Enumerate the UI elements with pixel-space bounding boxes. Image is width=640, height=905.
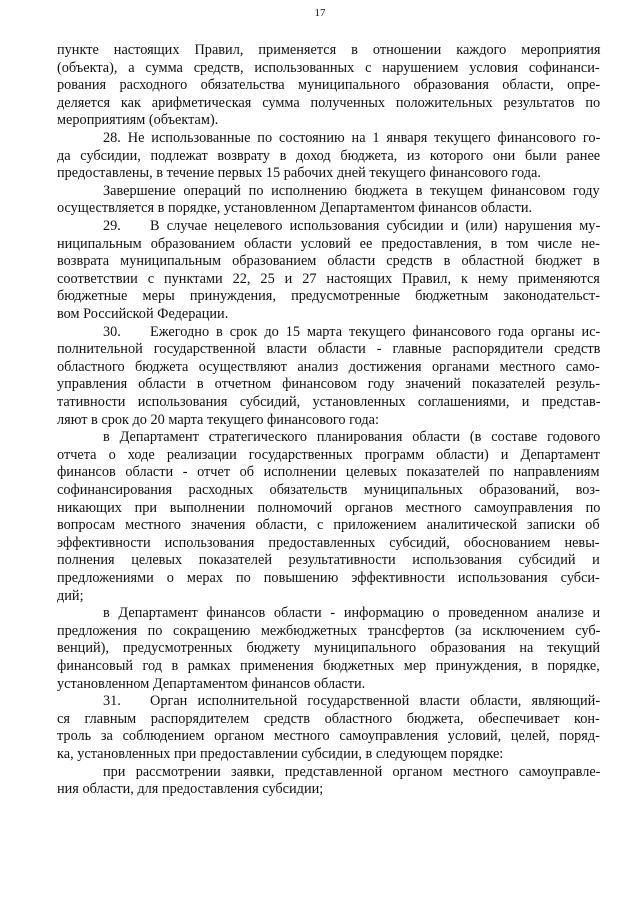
line-text: пункте настоящих Правил, применяется в отношении каждого мероприятия: [57, 42, 601, 58]
text-line: [0, 148, 640, 164]
text-line: [0, 676, 640, 692]
text-line: [0, 623, 640, 639]
line-text: соответствии с пунктами 22, 25 и 27 настоящих Правил, к нему применяются: [57, 270, 600, 287]
line-text: софинансирования расходных обязательств муниципальных образований, воз-: [57, 482, 600, 498]
line-text: управления области в отчетном финансовом году значений показателей резуль-: [57, 376, 600, 393]
text-line: [0, 200, 640, 216]
line-text: финансовый год в рамках применения бюджетных мер принуждения, в порядке,: [57, 658, 600, 674]
text-line: [0, 60, 640, 76]
clause-text: Орган исполнительной государственной власти области, являющий-: [150, 693, 601, 710]
line-text: в Департамент стратегического планирования области (в составе годового: [103, 429, 601, 446]
line-text: (объекта), а сумма средств, использованных с нарушением условия софинанси-: [57, 59, 600, 76]
text-line: [0, 482, 640, 498]
line-text: полнения целевых показателей результативности использования субсидий и: [57, 552, 600, 569]
line-text: в Департамент финансов области - информацию о проведенном анализе и: [103, 605, 601, 622]
text-line: [0, 605, 640, 621]
line-text: областного бюджета осуществляют анализ достижения органами местного само-: [57, 358, 600, 375]
text-line: [0, 130, 640, 146]
text-line: [0, 429, 640, 445]
text-line: [0, 447, 640, 463]
text-line: [0, 183, 640, 199]
line-text: никающих при выполнении полномочий органов местного самоуправления по: [57, 499, 601, 516]
line-text: осуществляется в порядке, установленном Департаментом финансов области.: [57, 200, 533, 217]
clause-number: 30.: [103, 323, 121, 340]
line-text: да субсидии, подлежат возврату в доход бюджета, из которого они были ранее: [57, 147, 601, 164]
line-text: тативности использования субсидий, установленных соглашениями, и представ-: [57, 394, 601, 410]
line-text: эффективности использования предоставленных субсидий, обоснованием невы-: [57, 534, 600, 551]
text-line: [0, 658, 640, 674]
text-line: [0, 288, 640, 304]
clause-text: В случае нецелевого использования субсидии и (или) нарушения му-: [150, 218, 601, 234]
line-text: при рассмотрении заявки, представленной органом местного самоуправле-: [103, 763, 601, 780]
line-text: ка, установленных при предоставлении субсидии, в следующем порядке:: [57, 746, 504, 762]
text-line: [0, 464, 640, 480]
text-line: [0, 42, 640, 58]
text-line: [0, 728, 640, 744]
text-line: [0, 394, 640, 410]
text-line: [0, 746, 640, 762]
line-text: 28. Не использованные по состоянию на 1 января текущего финансового го-: [103, 130, 601, 146]
line-text: возврата муниципальным образованием области средств в областной бюджет в: [57, 253, 600, 270]
text-line: [0, 764, 640, 780]
line-text: предложения по сокращению межбюджетных трансфертов (за исключением суб-: [57, 622, 601, 639]
text-line: [0, 341, 640, 357]
line-text: рования расходного обязательства муниципального образования области, опре-: [57, 77, 601, 94]
line-text: ниципальным образованием области условий ее предоставления, в том числе не-: [57, 235, 600, 252]
line-text: мероприятиям (объектам).: [57, 112, 219, 129]
line-text: установленном Департаментом финансов области.: [57, 675, 366, 692]
line-text: предложениями о мерах по повышению эффективности использования субси-: [57, 570, 600, 586]
line-text: вопросам местного значения области, с приложением аналитической записки об: [57, 517, 600, 534]
text-line: [0, 324, 640, 340]
text-line: [0, 693, 640, 709]
text-line: [0, 711, 640, 727]
clause-number: 31.: [103, 693, 121, 710]
line-text: финансов области - отчет об исполнении целевых показателей по направлениям: [57, 464, 600, 481]
clause-number: 29.: [103, 218, 121, 234]
line-text: венций), предусмотренных бюджету муниципального образования на текущий: [57, 640, 601, 657]
text-line: [0, 253, 640, 269]
line-text: отчета о ходе реализации государственных программ области) и Департамент: [57, 446, 600, 463]
text-line: [0, 112, 640, 128]
line-text: ния области, для предоставления субсидии;: [57, 781, 324, 798]
line-text: вом Российской Федерации.: [57, 306, 229, 322]
line-text: ся главным распорядителем средств областного бюджета, обеспечивает кон-: [57, 710, 600, 727]
text-line: [0, 376, 640, 392]
text-line: [0, 570, 640, 586]
text-line: [0, 218, 640, 234]
text-line: [0, 517, 640, 533]
line-text: дий;: [57, 587, 84, 604]
text-line: [0, 552, 640, 568]
line-text: предоставлены, в течение первых 15 рабочих дней текущего финансового года.: [57, 165, 541, 182]
text-line: [0, 306, 640, 322]
text-line: [0, 500, 640, 516]
text-line: [0, 781, 640, 797]
clause-text: Ежегодно в срок до 15 марта текущего финансового года органы ис-: [150, 323, 601, 340]
text-line: [0, 271, 640, 287]
text-line: [0, 640, 640, 656]
text-line: [0, 236, 640, 252]
line-text: деляется как арифметическая сумма полученных положительных результатов по: [57, 94, 601, 111]
text-line: [0, 359, 640, 375]
text-line: [0, 535, 640, 551]
line-text: ляют в срок до 20 марта текущего финансового года:: [57, 411, 379, 428]
line-text: Завершение операций по исполнению бюджета в текущем финансовом году: [103, 182, 600, 199]
text-line: [0, 588, 640, 604]
text-line: [0, 77, 640, 93]
text-line: [0, 165, 640, 181]
page-number: 17: [314, 7, 326, 19]
text-line: [0, 95, 640, 111]
line-text: троль за соблюдением органом местного самоуправления условий, целей, поряд-: [57, 728, 600, 745]
text-line: [0, 412, 640, 428]
line-text: полнительной государственной власти области - главные распорядители средств: [57, 341, 601, 358]
line-text: бюджетные меры принуждения, предусмотренные бюджетным законодательст-: [57, 288, 601, 305]
